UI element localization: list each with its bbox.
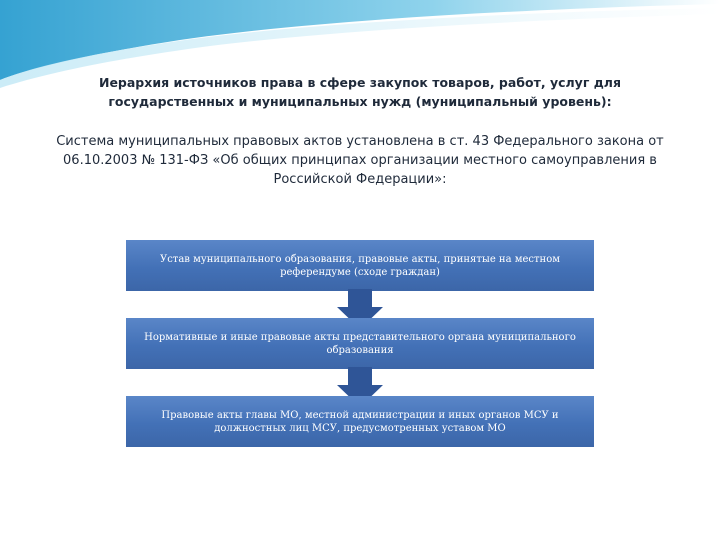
hierarchy-level-3 [126, 396, 594, 447]
hierarchy-level-3-label: Правовые акты главы МО, местной администрации и иных органов МСУ и должностных лиц МСУ, предусмотренных уставом МО [161, 409, 559, 434]
hierarchy-level-1 [126, 240, 594, 291]
hierarchy-level-1-label: Устав муниципального образования, правовые акты, принятые на местном референдуме (сходе граждан) [159, 253, 561, 278]
slide-title: Иерархия источников права в сфере закупок товаров, работ, услуг для государственных и муниципальных нужд (муниципальный уровень): [98, 75, 621, 109]
intro-text: Система муниципальных правовых актов установлена в ст. 43 Федерального закона от 06.10.2003 № 131-ФЗ «Об общих принципах организации местного самоуправления в Российской Федерации»: [56, 134, 664, 187]
hierarchy-level-2-label: Нормативные и иные правовые акты представительного органа муниципального образования [144, 331, 576, 356]
hierarchy-level-2 [126, 318, 594, 369]
